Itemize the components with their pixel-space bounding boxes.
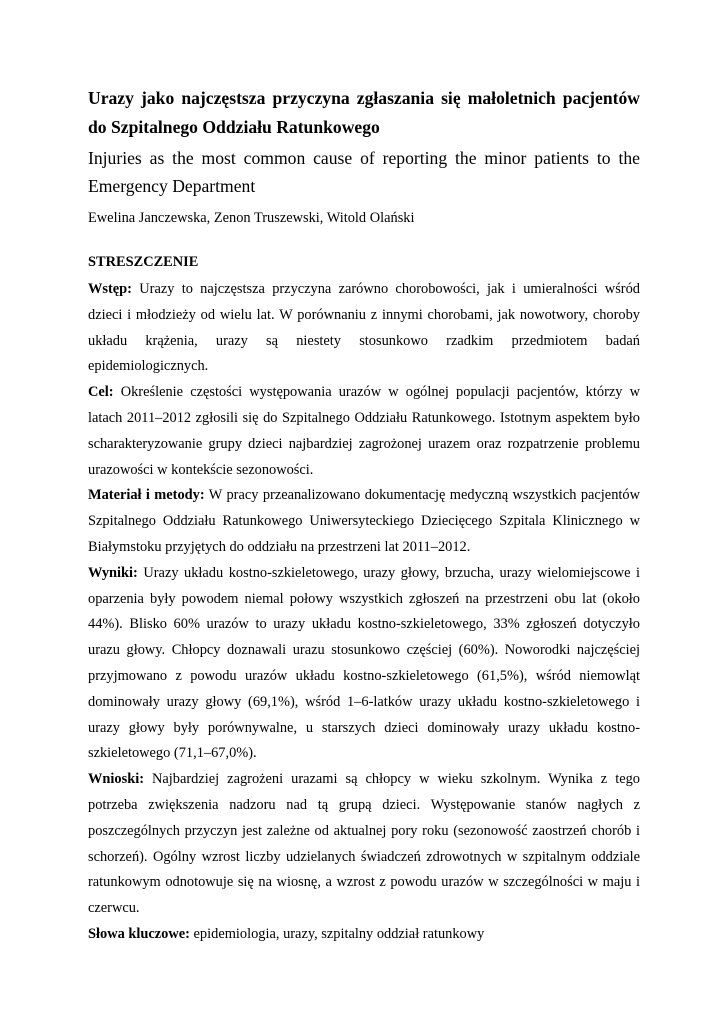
introduction-text: Urazy to najczęstsza przyczyna zarówno chorobowości, jak i umieralności wśród dzieci i młodzieży od wielu lat. W porównaniu z innymi chorobami, jak nowotwory, choroby układu krążenia, urazy są niestety stosunkowo rzadkim przedmiotem badań epidemiologicznych. [88,281,640,375]
aim-text: Określenie częstości występowania urazów w ogólnej populacji pacjentów, którzy w latach 2011–2012 zgłosili się do Szpitalnego Oddziału Ratunkowego. Istotnym aspektem było scharakteryzowanie grupy dzieci najbardziej zagrożonej urazem oraz rozpatrzenie problemu urazowości w kontekście sezonowości. [88,384,640,478]
abstract-aim [88,380,640,483]
abstract-introduction [88,277,640,380]
abstract-heading: STRESZCZENIE [88,254,199,270]
abstract-results [88,561,640,767]
methods-label: Materiał i metody: [88,487,205,504]
abstract-conclusions [88,767,640,922]
authors: Ewelina Janczewska, Zenon Truszewski, Witold Olański [88,210,415,226]
title-english: Injuries as the most common cause of reporting the minor patients to the Emergency Department [88,148,640,196]
title-polish: Urazy jako najczęstsza przyczyna zgłaszania się małoletnich pacjentów do Szpitalnego Oddziału Ratunkowego [88,88,640,137]
results-text: Urazy układu kostno-szkieletowego, urazy głowy, brzucha, urazy wielomiejscowe i oparzenia były powodem niemal połowy wszystkich zgłoszeń na przestrzeni obu lat (około 44%). Blisko 60% urazów to urazy układu kostno-szkieletowego, 33% zgłoszeń dotyczyło urazu głowy. Chłopcy doznawali urazu stosunkowo częściej (60%). Noworodki najczęściej przyjmowano z powodu urazów układu kostno-szkieletowego (61,5%), wśród niemowląt dominowały urazy głowy (69,1%), wśród 1–6-latków urazy układu kostno-szkieletowego i urazy głowy były porównywalne, u starszych dzieci dominowały urazy układu kostno-szkieletowego (71,1–67,0%). [88,564,641,762]
results-label: Wyniki: [88,564,138,581]
introduction-label: Wstęp: [88,281,132,297]
article-content [88,84,640,948]
conclusions-text: Najbardziej zagrożeni urazami są chłopcy w wieku szkolnym. Wynika z tego potrzeba zwiększenia nadzoru nad tą grupą dzieci. Występowanie stanów nagłych z poszczególnych przyczyn jest zależne od aktualnej pory roku (sezonowość zaostrzeń chorób i schorzeń). Ogólny wzrost liczby udzielanych świadczeń zdrowotnych w szpitalnym oddziale ratunkowym odnotowuje się na wiosnę, a wzrost z powodu urazów w szczególności w maju i czerwcu. [88,771,640,917]
keywords-label: Słowa kluczowe: [88,925,190,942]
abstract-methods [88,483,640,560]
keywords-text: epidemiologia, urazy, szpitalny oddział ratunkowy [193,925,485,942]
keywords [88,922,640,948]
aim-label: Cel: [88,384,114,401]
conclusions-label: Wnioski: [88,771,144,788]
methods-text: W pracy przeanalizowano dokumentację medyczną wszystkich pacjentów Szpitalnego Oddziału Ratunkowego Uniwersyteckiego Dziecięcego Szpitala Klinicznego w Białymstoku przyjętych do oddziału na przestrzeni lat 2011–2012. [88,487,640,555]
